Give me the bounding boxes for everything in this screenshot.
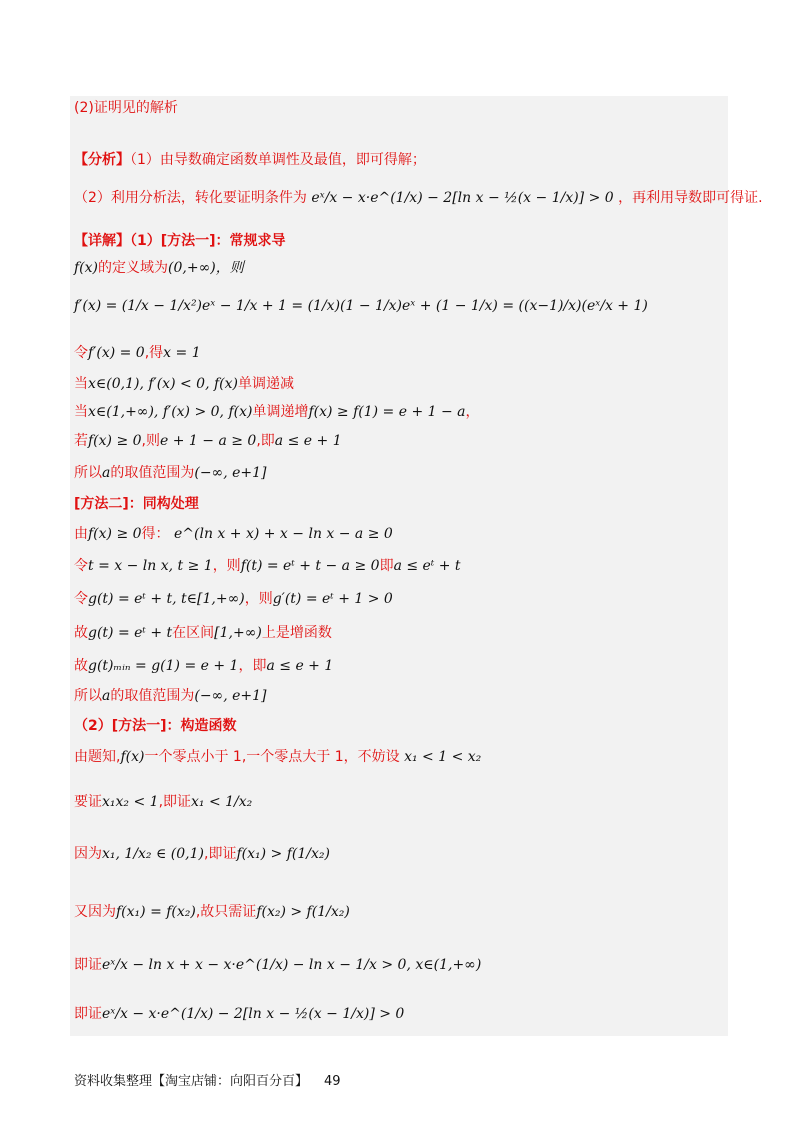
range-a: a xyxy=(102,465,111,481)
inc-post: ， xyxy=(465,404,480,420)
p2-l6-pre: 即证 xyxy=(74,1006,102,1022)
p2-line-2 xyxy=(74,792,252,812)
decreasing-line xyxy=(74,374,294,394)
domain-text: 的定义域为 xyxy=(98,260,169,276)
analysis-line-2 xyxy=(74,188,763,208)
range-line-2 xyxy=(74,686,267,706)
detail-label: 【详解】 xyxy=(74,233,130,249)
zero-line xyxy=(74,343,201,363)
detail-header xyxy=(74,231,286,251)
p2-l2-formula-2: x₁ < 1/x₂ xyxy=(191,794,253,810)
m2-l4-mid: 在区间 xyxy=(172,625,215,641)
p2-l1-mid: 一个零点小于 1,一个零点大于 1，不妨设 xyxy=(144,749,400,765)
m2-line-5 xyxy=(74,656,333,676)
p2-l5-pre: 即证 xyxy=(74,957,102,973)
dec-post: 单调递减 xyxy=(237,376,294,392)
derivative-formula: f′(x) = (1/x − 1/x²)eˣ − 1/x + 1 = (1/x)(1 − 1/x)eˣ + (1 − 1/x) = ((x−1)/x)(eˣ/x + 1) xyxy=(74,298,648,314)
m2-l4-formula: g(t) = eᵗ + t xyxy=(88,625,173,641)
analysis-line-1 xyxy=(74,150,426,170)
m2-l1-formula: f(x) ≥ 0 xyxy=(88,526,142,542)
derivative-line xyxy=(74,296,648,316)
domain-line xyxy=(74,258,244,278)
m2-l3-formula-2: g′(t) = eᵗ + 1 > 0 xyxy=(272,591,393,607)
part1-title: （1）[方法一]：常规求导 xyxy=(130,233,286,249)
m2-l5-mid: ，即 xyxy=(238,658,267,674)
if-line xyxy=(74,431,342,451)
p2-line-4 xyxy=(74,902,350,922)
p2-l3-pre: 因为 xyxy=(74,846,102,862)
p2-l4-mid: ,故只需证 xyxy=(195,904,257,920)
p2-l6-formula: eˣ/x − x·e^(1/x) − 2[ln x − ½(x − 1/x)] > 0 xyxy=(102,1006,405,1022)
analysis-p2-pre: （2）利用分析法，转化要证明条件为 xyxy=(74,190,307,206)
m2-l2-formula-3: a ≤ eᵗ + t xyxy=(393,558,461,574)
p2-l1-formula: f(x) xyxy=(120,749,145,765)
zero-mid: ,得 xyxy=(144,345,164,361)
p2-l3-formula-2: f(x₁) > f(1/x₂) xyxy=(236,846,330,862)
page-number: 49 xyxy=(324,1074,341,1089)
zero-formula: f′(x) = 0 xyxy=(88,345,145,361)
m2-l4-post: 上是增函数 xyxy=(261,625,332,641)
inc-formula-2: f(x) ≥ f(1) = e + 1 − a xyxy=(308,404,466,420)
domain-value: (0,+∞)，则 xyxy=(168,260,244,276)
analysis-p2-post: ，再利用导数即可得证. xyxy=(618,190,763,206)
m2-l3-mid: ，则 xyxy=(244,591,273,607)
if-formula-2: e + 1 − a ≥ 0 xyxy=(160,433,257,449)
p2-l1-pre: 由题知, xyxy=(74,749,121,765)
m2-l5-pre: 故 xyxy=(74,658,88,674)
p2-l3-formula: x₁, 1/x₂ ∈ (0,1) xyxy=(102,846,204,862)
zero-value: x = 1 xyxy=(163,345,201,361)
m2-l2-pre: 令 xyxy=(74,558,88,574)
p2-l2-pre: 要证 xyxy=(74,794,102,810)
m2-line-1 xyxy=(74,524,393,544)
part2-title: （2）[方法一]：构造函数 xyxy=(74,718,237,734)
footer-text: 资料收集整理【淘宝店铺：向阳百分百】 xyxy=(74,1074,309,1089)
m2-line-4 xyxy=(74,623,332,643)
range-value: (−∞, e+1] xyxy=(194,465,267,481)
m2-l5-formula: g(t)ₘᵢₙ = g(1) = e + 1 xyxy=(88,658,239,674)
p2-l2-mid: ,即证 xyxy=(158,794,192,810)
m2-l3-pre: 令 xyxy=(74,591,88,607)
p2-l2-formula: x₁x₂ < 1 xyxy=(102,794,159,810)
method2-title: [方法二]：同构处理 xyxy=(74,496,199,512)
if-mid: ,则 xyxy=(141,433,160,449)
inc-pre: 当 xyxy=(74,404,88,420)
p2-l4-formula-2: f(x₂) > f(1/x₂) xyxy=(256,904,350,920)
inc-formula: x∈(1,+∞), f′(x) > 0, f(x) xyxy=(88,404,253,420)
page-footer xyxy=(74,1070,341,1089)
p2-l4-formula: f(x₁) = f(x₂) xyxy=(116,904,196,920)
m2-l2-mid-2: 即 xyxy=(379,558,394,574)
m2-range-a: a xyxy=(102,688,111,704)
m2-line-3 xyxy=(74,589,393,609)
dec-formula: x∈(0,1), f′(x) < 0, f(x) xyxy=(88,376,238,392)
analysis-p2-formula: eˣ/x − x·e^(1/x) − 2[ln x − ½(x − 1/x)] > 0 xyxy=(311,190,614,206)
m2-range-mid: 的取值范围为 xyxy=(110,688,195,704)
analysis-p1: （1）由导数确定函数单调性及最值，即可得解； xyxy=(130,152,426,168)
range-pre: 所以 xyxy=(74,465,102,481)
inc-mid: 单调递增 xyxy=(252,404,309,420)
m2-l4-formula-2: [1,+∞) xyxy=(214,625,262,641)
m2-range-pre: 所以 xyxy=(74,688,102,704)
m2-range-value: (−∞, e+1] xyxy=(194,688,267,704)
m2-l2-formula: t = x − ln x, t ≥ 1 xyxy=(88,558,213,574)
p2-l3-mid: ,即证 xyxy=(204,846,237,862)
m2-l5-formula-2: a ≤ e + 1 xyxy=(266,658,334,674)
m2-l2-mid: ，则 xyxy=(212,558,241,574)
part2-answer-heading: (2)证明见的解析 xyxy=(74,100,178,116)
p2-line-5 xyxy=(74,955,481,975)
m2-l2-formula-2: f(t) = eᵗ + t − a ≥ 0 xyxy=(240,558,380,574)
domain-fx: f(x) xyxy=(74,260,99,276)
analysis-label: 【分析】 xyxy=(74,152,130,168)
p2-line-3 xyxy=(74,844,330,864)
m2-l1-mid: 得： xyxy=(141,526,170,542)
range-line-1 xyxy=(74,463,267,483)
p2-l1-formula-2: x₁ < 1 < x₂ xyxy=(404,749,482,765)
increasing-line xyxy=(74,402,480,422)
dec-pre: 当 xyxy=(74,376,88,392)
if-pre: 若 xyxy=(74,433,88,449)
p2-l4-pre: 又因为 xyxy=(74,904,116,920)
p2-line-6 xyxy=(74,1004,404,1024)
m2-l1-pre: 由 xyxy=(74,526,88,542)
if-formula-3: a ≤ e + 1 xyxy=(274,433,342,449)
zero-pre: 令 xyxy=(74,345,88,361)
m2-l1-formula-2: e^(ln x + x) + x − ln x − a ≥ 0 xyxy=(174,526,393,542)
m2-line-2 xyxy=(74,556,461,576)
if-formula: f(x) ≥ 0 xyxy=(88,433,142,449)
if-mid-2: ,即 xyxy=(256,433,275,449)
m2-l4-pre: 故 xyxy=(74,625,88,641)
range-mid: 的取值范围为 xyxy=(110,465,195,481)
m2-l3-formula: g(t) = eᵗ + t, t∈[1,+∞) xyxy=(88,591,245,607)
p2-l5-formula: eˣ/x − ln x + x − x·e^(1/x) − ln x − 1/x > 0, x∈(1,+∞) xyxy=(102,957,482,973)
p2-line-1 xyxy=(74,747,481,767)
